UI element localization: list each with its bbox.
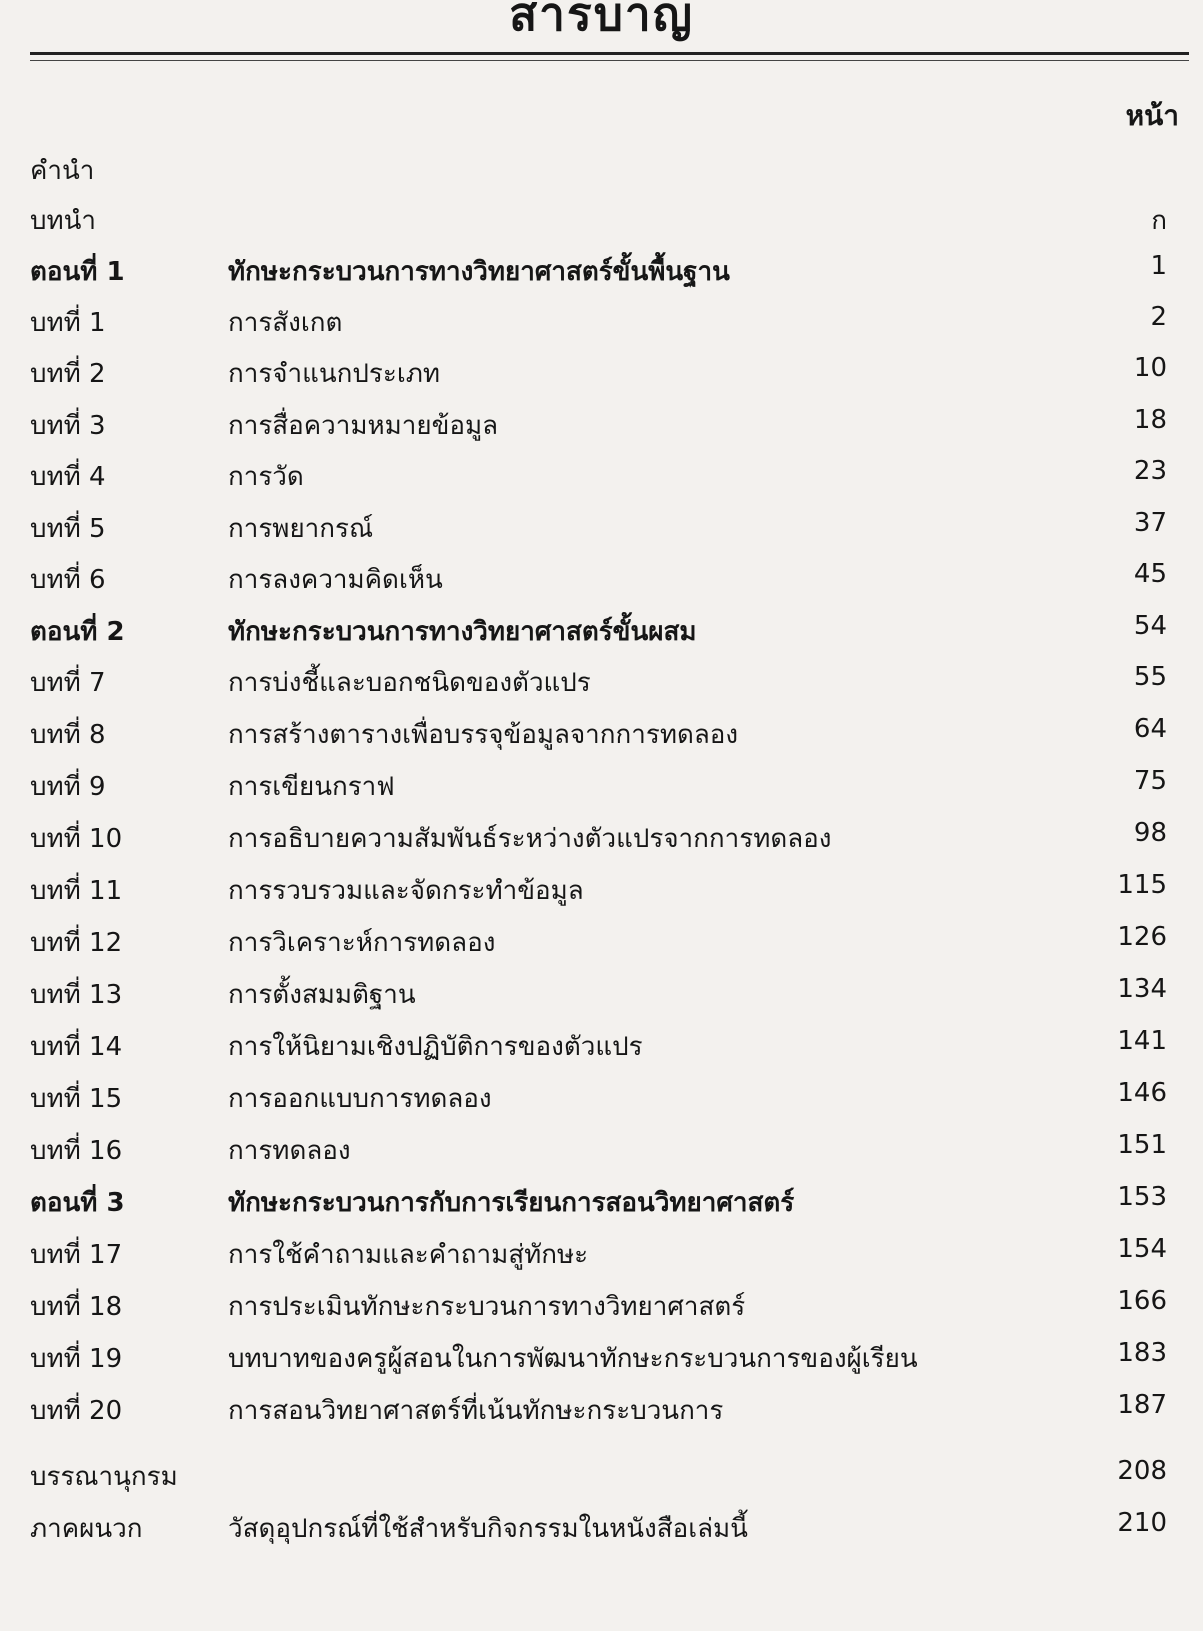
toc-label: ตอนที่ 3 bbox=[30, 1188, 125, 1218]
toc-title: บทบาทของครูผู้สอนในการพัฒนาทักษะกระบวนการของผู้เรียน bbox=[228, 1344, 918, 1374]
toc-part-row bbox=[0, 251, 1203, 301]
toc-title: การตั้งสมมติฐาน bbox=[228, 980, 416, 1010]
toc-label: บทที่ 8 bbox=[30, 720, 106, 750]
toc-label: บทที่ 3 bbox=[30, 411, 106, 441]
toc-page-number: 183 bbox=[1117, 1338, 1167, 1368]
toc-row bbox=[0, 922, 1203, 972]
toc-title: การทดลอง bbox=[228, 1136, 351, 1166]
toc-page-number: 98 bbox=[1133, 818, 1167, 848]
toc-row bbox=[0, 456, 1203, 506]
toc-page-number: 126 bbox=[1117, 922, 1167, 952]
toc-title: การสร้างตารางเพื่อบรรจุข้อมูลจากการทดลอง bbox=[228, 720, 739, 750]
toc-label: บทที่ 15 bbox=[30, 1084, 123, 1114]
toc-label: บทที่ 18 bbox=[30, 1292, 123, 1322]
toc-title: ทักษะกระบวนการกับการเรียนการสอนวิทยาศาสตร์ bbox=[228, 1188, 795, 1218]
toc-page-number: 10 bbox=[1133, 353, 1167, 383]
toc-page-number: 18 bbox=[1133, 405, 1167, 435]
toc-title: การวิเคราะห์การทดลอง bbox=[228, 928, 496, 958]
toc-label: บรรณานุกรม bbox=[30, 1462, 178, 1492]
toc-page-number: 154 bbox=[1117, 1234, 1167, 1264]
toc-row bbox=[0, 559, 1203, 609]
toc-label: บทที่ 16 bbox=[30, 1136, 123, 1166]
toc-label: บทที่ 10 bbox=[30, 824, 123, 854]
toc-label: บทที่ 11 bbox=[30, 876, 123, 906]
toc-label: บทที่ 13 bbox=[30, 980, 123, 1010]
toc-title: วัสดุอุปกรณ์ที่ใช้สำหรับกิจกรรมในหนังสือเล่มนี้ bbox=[228, 1514, 748, 1544]
toc-page-number: 187 bbox=[1117, 1390, 1167, 1420]
toc-page-number: 54 bbox=[1133, 611, 1167, 641]
toc-label: บทที่ 1 bbox=[30, 308, 106, 338]
toc-label: บทที่ 14 bbox=[30, 1032, 123, 1062]
toc-page-number: 64 bbox=[1133, 714, 1167, 744]
toc-row bbox=[0, 1078, 1203, 1128]
toc-row bbox=[0, 405, 1203, 455]
toc-title: ทักษะกระบวนการทางวิทยาศาสตร์ขั้นผสม bbox=[228, 617, 697, 647]
toc-row bbox=[0, 1286, 1203, 1336]
toc-label: บทที่ 20 bbox=[30, 1396, 123, 1426]
toc-page-number: 45 bbox=[1133, 559, 1167, 589]
toc-row bbox=[0, 818, 1203, 868]
toc-label: บทที่ 2 bbox=[30, 359, 106, 389]
toc-page-number: 55 bbox=[1133, 662, 1167, 692]
toc-part-row bbox=[0, 611, 1203, 661]
toc-row bbox=[0, 1130, 1203, 1180]
toc-label: บทที่ 4 bbox=[30, 462, 106, 492]
toc-label: ตอนที่ 1 bbox=[30, 257, 125, 287]
toc-title: การสอนวิทยาศาสตร์ที่เน้นทักษะกระบวนการ bbox=[228, 1396, 724, 1426]
toc-title: การเขียนกราฟ bbox=[228, 772, 395, 802]
toc-title: การลงความคิดเห็น bbox=[228, 565, 443, 595]
toc-page-number: 75 bbox=[1133, 766, 1167, 796]
toc-page-number: 208 bbox=[1117, 1456, 1167, 1486]
toc-row bbox=[0, 662, 1203, 712]
toc-title: การอธิบายความสัมพันธ์ระหว่างตัวแปรจากการทดลอง bbox=[228, 824, 832, 854]
toc-title: การรวบรวมและจัดกระทำข้อมูล bbox=[228, 876, 584, 906]
toc-title: ทักษะกระบวนการทางวิทยาศาสตร์ขั้นพื้นฐาน bbox=[228, 257, 730, 287]
toc-title: การประเมินทักษะกระบวนการทางวิทยาศาสตร์ bbox=[228, 1292, 746, 1322]
toc-label: บทที่ 12 bbox=[30, 928, 123, 958]
toc-title: การพยากรณ์ bbox=[228, 514, 374, 544]
toc-page-number: 37 bbox=[1133, 508, 1167, 538]
toc-part-row bbox=[0, 1182, 1203, 1232]
toc-label: บทที่ 7 bbox=[30, 668, 106, 698]
toc-title: การบ่งชี้และบอกชนิดของตัวแปร bbox=[228, 668, 591, 698]
toc-page-number: 115 bbox=[1117, 870, 1167, 900]
toc-title: การออกแบบการทดลอง bbox=[228, 1084, 492, 1114]
toc-page-number: 1 bbox=[1150, 251, 1167, 281]
toc-label: บทที่ 5 bbox=[30, 514, 106, 544]
toc-row bbox=[0, 508, 1203, 558]
toc-title: การสังเกต bbox=[228, 308, 343, 338]
toc-row bbox=[0, 1234, 1203, 1284]
toc-label: ภาคผนวก bbox=[30, 1514, 143, 1544]
toc-title: การสื่อความหมายข้อมูล bbox=[228, 411, 499, 441]
toc-row bbox=[0, 1390, 1203, 1440]
toc-label: บทที่ 6 bbox=[30, 565, 106, 595]
toc-label: บทที่ 9 bbox=[30, 772, 106, 802]
toc-page-number: 23 bbox=[1133, 456, 1167, 486]
toc-row bbox=[0, 302, 1203, 352]
toc-row bbox=[0, 200, 1203, 250]
toc-page-number: 166 bbox=[1117, 1286, 1167, 1316]
toc-row bbox=[0, 714, 1203, 764]
toc-page-number: 134 bbox=[1117, 974, 1167, 1004]
toc-title: การจำแนกประเภท bbox=[228, 359, 441, 389]
toc-row bbox=[0, 870, 1203, 920]
toc-row bbox=[0, 1456, 1203, 1506]
header-title: สารบาญ bbox=[509, 0, 694, 41]
page-column-label: หน้า bbox=[1125, 99, 1179, 132]
toc-title: การวัด bbox=[228, 462, 304, 492]
toc-label: บทนำ bbox=[30, 206, 97, 236]
toc-row bbox=[0, 766, 1203, 816]
toc-page-number: 210 bbox=[1117, 1508, 1167, 1538]
toc-page-number: 153 bbox=[1117, 1182, 1167, 1212]
toc-label: บทที่ 19 bbox=[30, 1344, 123, 1374]
toc-label: ตอนที่ 2 bbox=[30, 617, 125, 647]
toc-label: บทที่ 17 bbox=[30, 1240, 123, 1270]
toc-page-number: 2 bbox=[1150, 302, 1167, 332]
toc-page-number: 146 bbox=[1117, 1078, 1167, 1108]
toc-title: การใช้คำถามและคำถามสู่ทักษะ bbox=[228, 1240, 589, 1270]
toc-row bbox=[0, 974, 1203, 1024]
toc-row bbox=[0, 1508, 1203, 1558]
toc-row bbox=[0, 1338, 1203, 1388]
toc-label: คำนำ bbox=[30, 156, 95, 186]
toc-row bbox=[0, 1026, 1203, 1076]
toc-row bbox=[0, 353, 1203, 403]
toc-row bbox=[0, 150, 1203, 200]
toc-page-number: 151 bbox=[1117, 1130, 1167, 1160]
toc-title: การให้นิยามเชิงปฏิบัติการของตัวแปร bbox=[228, 1032, 643, 1062]
toc-page-number: ก bbox=[1151, 206, 1167, 236]
toc-page-number: 141 bbox=[1117, 1026, 1167, 1056]
